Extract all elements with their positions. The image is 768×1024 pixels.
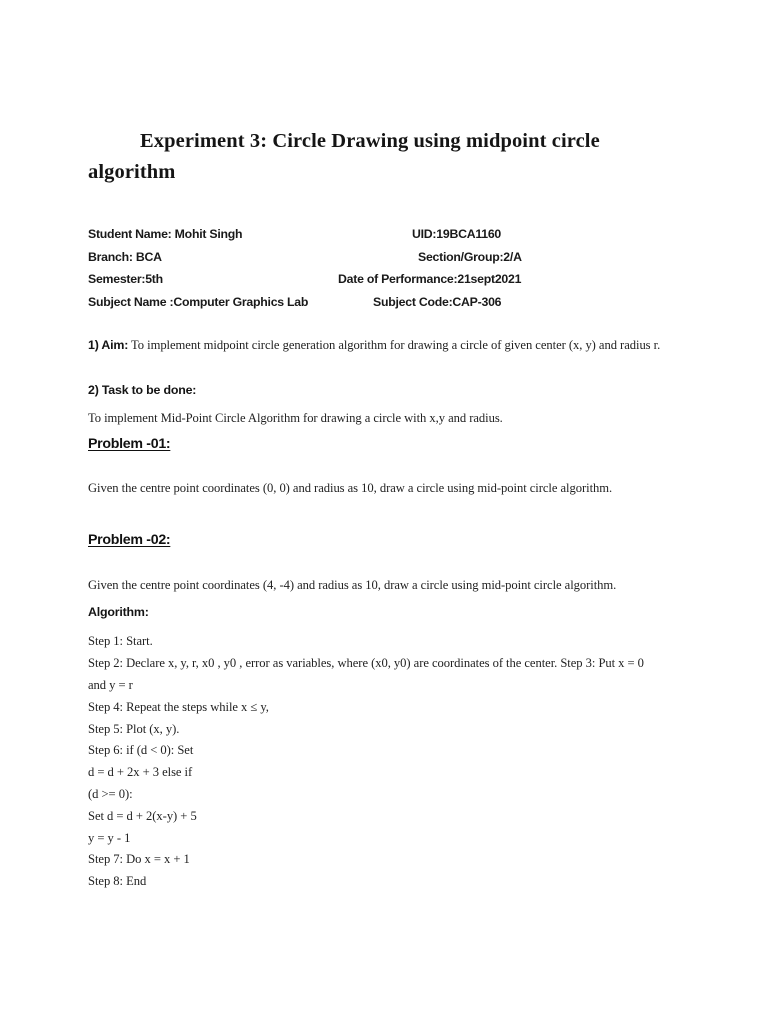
section-group-label: Section/Group:2/A — [418, 249, 522, 264]
algorithm-steps-list — [88, 631, 663, 893]
aim-text: To implement midpoint circle generation algorithm for drawing a circle of given center (x, y) and radius r. — [128, 338, 661, 353]
uid-label: UID:19BCA1160 — [412, 227, 502, 241]
problem-02-heading-wrap — [88, 530, 663, 550]
aim-label: 1) Aim: — [88, 338, 129, 353]
page-title: Experiment 3: Circle Drawing using midpoint circle algorithm — [88, 130, 600, 183]
semester-label: Semester:5th — [88, 272, 163, 287]
algorithm-step: Step 6: if (d < 0): Set — [88, 743, 194, 758]
algorithm-step: (d >= 0): — [88, 786, 133, 801]
task-heading: 2) Task to be done: — [88, 382, 197, 397]
aim-section — [88, 337, 663, 355]
problem-01-heading-wrap — [88, 434, 663, 454]
algorithm-step: Step 8: End — [88, 874, 147, 889]
algorithm-step: Set d = d + 2(x-y) + 5 — [88, 808, 197, 823]
document-content — [88, 126, 663, 893]
problem-02-text: Given the centre point coordinates (4, -4) and radius as 10, draw a circle using mid-point circle algorithm. — [88, 577, 617, 592]
subject-code-label: Subject Code:CAP-306 — [373, 294, 502, 309]
date-of-performance-label: Date of Performance:21sept2021 — [338, 272, 522, 287]
task-text: To implement Mid-Point Circle Algorithm for drawing a circle with x,y and radius. — [88, 410, 503, 425]
problem-01-heading: Problem -01: — [88, 436, 171, 453]
problem-02-heading: Problem -02: — [88, 531, 171, 548]
student-name-label: Student Name: Mohit Singh — [88, 227, 243, 241]
branch-label: Branch: BCA — [88, 249, 162, 264]
algorithm-step: Step 5: Plot (x, y). — [88, 721, 180, 736]
algorithm-step: y = y - 1 — [88, 830, 131, 845]
info-row — [88, 291, 663, 314]
algorithm-heading: Algorithm: — [88, 605, 149, 620]
info-row — [88, 223, 663, 246]
info-row — [88, 268, 663, 291]
info-row — [88, 246, 663, 269]
problem-01-text: Given the centre point coordinates (0, 0) and radius as 10, draw a circle using mid-point circle algorithm. — [88, 481, 613, 496]
algorithm-step: d = d + 2x + 3 else if — [88, 765, 193, 780]
student-info-block — [88, 223, 663, 313]
algorithm-step: Step 1: Start. — [88, 634, 153, 649]
algorithm-step: Step 4: Repeat the steps while x ≤ y, — [88, 699, 269, 714]
algorithm-step: Step 7: Do x = x + 1 — [88, 852, 190, 867]
subject-name-label: Subject Name :Computer Graphics Lab — [88, 294, 309, 309]
algorithm-step: Step 2: Declare x, y, r, x0 , y0 , error as variables, where (x0, y0) are coordinates of the center. Step 3: Put x = 0 and y = r — [88, 656, 644, 692]
